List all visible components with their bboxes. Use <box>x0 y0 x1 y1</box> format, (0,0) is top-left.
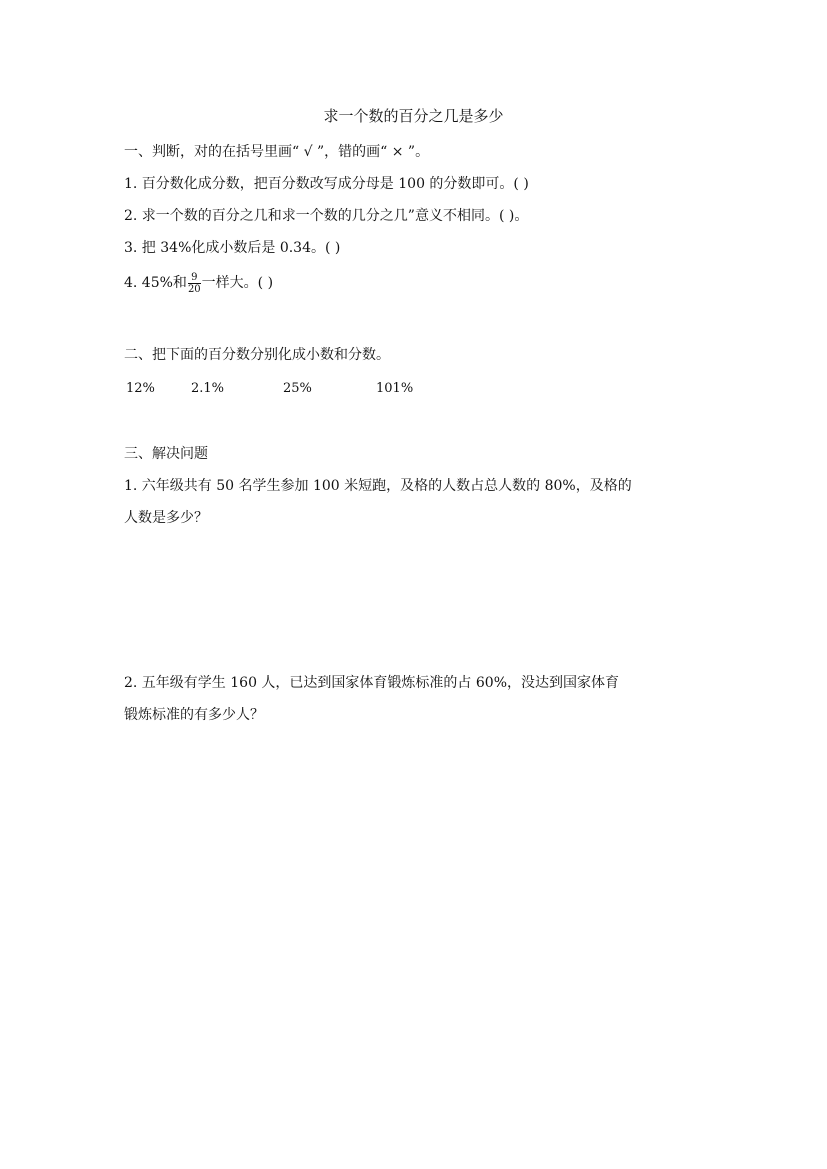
problem-1-line-1: 1. 六年级共有 50 名学生参加 100 米短跑，及格的人数占总人数的 80%，及格的 <box>124 478 632 494</box>
judgment-item-3: 3. 把 34%化成小数后是 0.34。( ) <box>124 240 341 256</box>
section1-heading: 一、判断，对的在括号里画“ √ ”，错的画“ × ”。 <box>124 144 430 160</box>
percent-value-4: 101% <box>376 381 414 396</box>
problem-1-line-2: 人数是多少？ <box>124 510 208 526</box>
percent-value-1: 12% <box>126 381 155 396</box>
fraction-nine-twentieths <box>188 272 201 295</box>
section3-heading: 三、解决问题 <box>124 446 208 462</box>
fraction-numerator: 9 <box>191 271 198 283</box>
judgment-item-2: 2. 求一个数的百分之几和求一个数的几分之几”意义不相同。( )。 <box>124 208 529 224</box>
percent-value-3: 25% <box>283 381 312 396</box>
fraction-denominator: 20 <box>187 283 201 295</box>
item4-prefix: 4. 45%和 <box>124 275 187 291</box>
problem-2-line-2: 锻炼标准的有多少人？ <box>124 707 264 723</box>
judgment-item-4 <box>124 270 273 296</box>
judgment-item-1: 1. 百分数化成分数，把百分数改写成分母是 100 的分数即可。( ) <box>124 176 529 192</box>
section2-heading: 二、把下面的百分数分别化成小数和分数。 <box>124 347 390 363</box>
problem-2-line-1: 2. 五年级有学生 160 人，已达到国家体育锻炼标准的占 60%，没达到国家体育 <box>124 675 619 691</box>
page-title: 求一个数的百分之几是多少 <box>323 107 504 125</box>
item4-suffix: 一样大。( ) <box>201 275 274 291</box>
percent-value-2: 2.1% <box>191 381 225 396</box>
